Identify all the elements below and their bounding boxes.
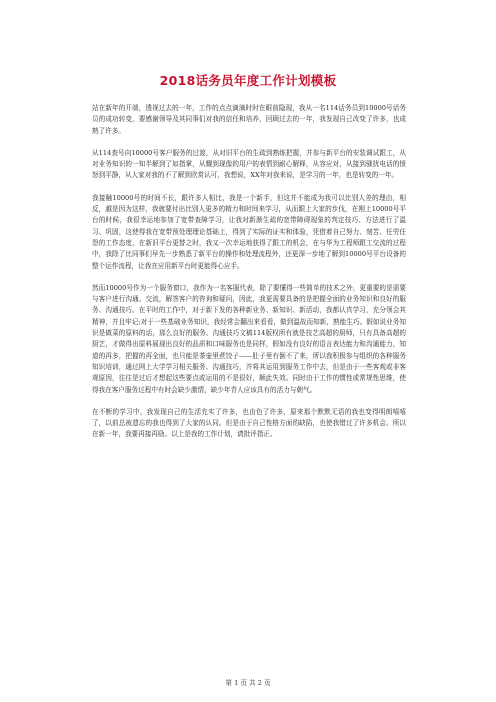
page-number-footer: 第 1 页 共 2 页 bbox=[225, 679, 271, 687]
document-title: 2018话务员年度工作计划模板 bbox=[159, 73, 337, 88]
document-body bbox=[92, 103, 406, 452]
paragraph-conclusion: 在不断的学习中，我发现自己的生活充实了许多，也由色了许多，原来那个默默无语的我也变得明朗嘻嘻了，以前总被遗忘的我也得到了大家的认同。但是由于自己性格方面的缺陷，也使我错过了许多机会。所以在新一年，我要再接再励。以上是我的工作计划，请批评指正。 bbox=[92, 407, 406, 439]
paragraph-learning: 我接触10000号的时间不长，跟许多人相比，我是一个新手，但这并不能成为我可以比别人差的理由，相反，越是因为这样，我就要付出比别人更多的精力和时间来学习，从而跟上大家的步伐，在刚上10000号平台的时候，我很幸运地参加了宽带查障学习，让我对新渐生疏的宽带障碍现象的判定技巧、方法进行了温习、巩固，这使得我在宽带预处理理论基础上，得到了实际的证实和体验，凭借着自己努力、刻苦、任劳任怨的工作态度，在新旧平台更替之时，我又一次幸运地获得了跟工的机会，在与华为工程师跟工交流的过程中，我除了比同事们早先一步熟悉了新平台的操作和处理流程外，还更深一步地了解到10000号平台设备的整个运作流程，让我在应用新平台时更能得心应手。 bbox=[92, 193, 406, 270]
paragraph-intro: 站在新年的开端，透视过去的一年，工作的点点滴滴时时在眼前隐现，我从一名114话务员到10000号话务员的成功转变，要感谢领导及其同事们对我的信任和培养，回顾过去的一年，我发现自己改变了许多，也成熟了许多。 bbox=[92, 104, 406, 135]
paragraph-service-skills: 然而10000号作为一个服务窗口，我作为一名客服代表，除了要懂得一些简单的技术之外，更重要的是需要与客户进行沟通、交流，解答客户的咨询和疑问，因此，我更需要具备的是把握全面的业务知识和良好的服务、沟通技巧。在平时的工作中，对于新下发的各种新业务、新知识、新活动，我都认真学习，充分领会其精神，并且牢记;对于一些基础业务知识，我经常会翻出来看看，做到温故而知新，熟能生巧。假如说业务知识是做菜的原料的话，那么良好的服务、沟通技巧文稿114版权所有就是技艺高超的厨师，只有具备高超的厨艺，才做得出原料展现出良好的品质和口味服务也是同样，假如没有良好的语言表达能力和沟通能力，知道的再多，把握的再全面，也只能是茶壶里煮饺子——肚子里有倒不了来，所以我积极参与组织的各种服务知识培训，通过网上大学学习相关服务、沟通技巧，并将其运用到服务工作中去，但是由于一些客观或非客观原因，往往是过后才想起这些要点或运用的不是很好，顺此失效。同时由于工作的惯性或常规性思维，使得我在客户服务过程中有时会缺少激情，缺少年青人应该具有的活力与朝气。 bbox=[92, 283, 406, 394]
paragraph-transition: 从114查号向10000号客户服务的过渡，从对旧平台的生疏到熟练把握，并参与新平台的安装调试跟工，从对业务知识的一知半解到了如指掌，从耀到现像的用户的表情到耐心解释，从容应对，从接到骚扰电话的愤怒到平静，从大家对我的不了解到欣赏认可，我想说，XX年对我来说，是学习的一年，也是转变的一年。 bbox=[92, 148, 406, 180]
